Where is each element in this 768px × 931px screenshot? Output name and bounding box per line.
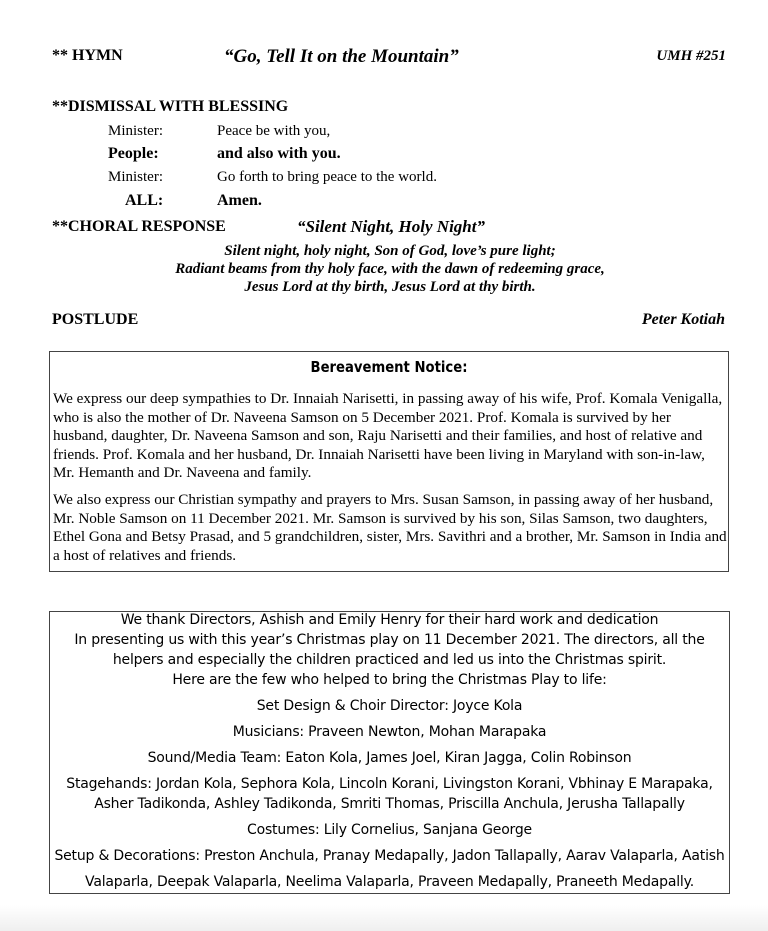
postlude-composer: Peter Kotiah <box>641 311 725 328</box>
dismissal-line: Go forth to bring peace to the world. <box>217 169 437 185</box>
dismissal-role: ALL: <box>125 192 164 209</box>
credit-line: Musicians: Praveen Newton, Mohan Marapaka <box>232 724 547 740</box>
hymn-title: “Go, Tell It on the Mountain” <box>224 46 459 67</box>
credit-line: Sound/Media Team: Eaton Kola, James Joel, Kiran Jagga, Colin Robinson <box>147 750 632 766</box>
credit-line: Costumes: Lily Cornelius, Sanjana George <box>247 822 532 838</box>
bereavement-paragraph: We express our deep sympathies to Dr. Innaiah Narisetti, in passing away of his wife, Prof. Komala Venigalla, who is also the mother of Dr. Naveena Samson on 5 December 2021. Prof. Komala is survived by her husband, daughter, Dr. Naveena Samson and son, Raju Narisetti and their families, and host of relative and friends. Prof. Komala and her husband, Dr. Innaiah Narisetti have been living in Maryland with son-in-law, Mr. Hemanth and Dr. Naveena and family. <box>53 390 723 481</box>
thanks-line: helpers and especially the children practiced and led us into the Christmas spirit. <box>112 652 667 668</box>
lyric-line: Jesus Lord at thy birth, Jesus Lord at thy birth. <box>244 279 536 295</box>
thanks-line: We thank Directors, Ashish and Emily Henry for their hard work and dedication <box>120 612 659 628</box>
thanks-line: In presenting us with this year’s Christmas play on 11 December 2021. The directors, all the <box>74 632 705 648</box>
credit-line: Asher Tadikonda, Ashley Tadikonda, Smriti Thomas, Priscilla Anchula, Jerusha Tallapally <box>94 796 685 812</box>
lyric-line: Silent night, holy night, Son of God, love’s pure light; <box>224 243 556 259</box>
credit-line: Setup & Decorations: Preston Anchula, Pranay Medapally, Jadon Tallapally, Aarav Valaparla, Aatish <box>54 848 725 864</box>
hymn-label: ** HYMN <box>52 47 123 64</box>
bereavement-paragraph: We also express our Christian sympathy and prayers to Mrs. Susan Samson, in passing away of her husband, Mr. Noble Samson on 11 December 2021. Mr. Samson is survived by his son, Silas Samson, two daughters, Ethel Gona and Betsy Prasad, and 5 grandchildren, sister, Mrs. Savithri and a brother, Mr. Samson in India and a host of relatives and friends. <box>53 491 727 564</box>
thanks-line: Here are the few who helped to bring the Christmas Play to life: <box>172 672 607 688</box>
credit-line: Set Design & Choir Director: Joyce Kola <box>256 698 523 714</box>
christmas-play-thanks-box <box>49 611 730 894</box>
credit-line: Valaparla, Deepak Valaparla, Neelima Valaparla, Praveen Medapally, Praneeth Medapally. <box>85 874 694 890</box>
dismissal-line: Amen. <box>217 192 262 209</box>
credit-line: Stagehands: Jordan Kola, Sephora Kola, Lincoln Korani, Livingston Korani, Vbhinay E Marapaka, <box>66 776 713 792</box>
dismissal-line: and also with you. <box>217 145 341 162</box>
bereavement-notice-box <box>49 351 729 572</box>
dismissal-line: Peace be with you, <box>217 123 331 139</box>
dismissal-heading: **DISMISSAL WITH BLESSING <box>52 98 289 115</box>
dismissal-role: Minister: <box>108 123 163 139</box>
dismissal-role: Minister: <box>108 169 163 185</box>
choral-title: “Silent Night, Holy Night” <box>297 217 485 236</box>
hymn-number: UMH #251 <box>656 48 726 64</box>
bereavement-title: Bereavement Notice: <box>310 358 468 376</box>
lyric-line: Radiant beams from thy holy face, with the dawn of redeeming grace, <box>175 261 605 277</box>
postlude-label: POSTLUDE <box>52 311 139 328</box>
dismissal-role: People: <box>108 145 159 162</box>
page-bottom-shadow <box>0 905 768 931</box>
choral-heading: **CHORAL RESPONSE <box>52 218 226 235</box>
